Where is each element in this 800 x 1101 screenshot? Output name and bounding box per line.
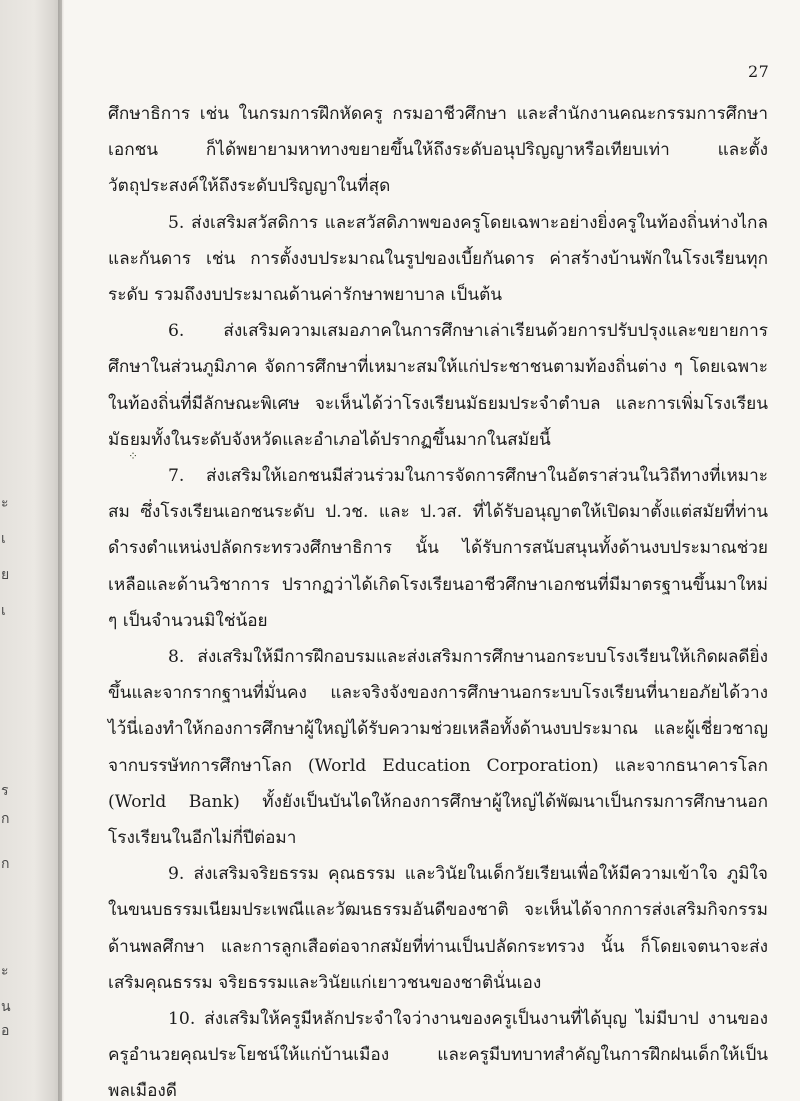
paragraph-item-7: 7. ส่งเสริมให้เอกชนมีส่วนร่วมในการจัดการศึกษาในอัตราส่วนในวิถีทางที่เหมาะสม ซึ่งโรงเรียนเอกชนระดับ ป.วช. และ ป.วส. ที่ได้รับอนุญาตให้เปิดมาตั้งแต่สมัยที่ท่านดำรงตำแหน่งปลัดกระทรวงศึกษาธิการ นั้น ได้รับการสนับสนุนทั้งด้านงบประมาณช่วยเหลือและด้านวิชาการ ปรากฏว่าได้เกิดโรงเรียนอาชีวศึกษาเอกชนที่มีมาตรฐานขึ้นมาใหม่ ๆ เป็นจำนวนมิใช่น้อย — [108, 466, 768, 631]
margin-fragment: ร — [1, 783, 9, 799]
margin-fragment: เ — [1, 603, 6, 619]
margin-fragment: เ — [1, 531, 6, 547]
page-body — [108, 96, 768, 1101]
paragraph-item-8: 8. ส่งเสริมให้มีการฝึกอบรมและส่งเสริมการศึกษานอกระบบโรงเรียนให้เกิดผลดียิ่งขึ้นและจากรากฐานที่มั่นคง และจริงจังของการศึกษานอกระบบโรงเรียนที่นายอภัยได้วางไว้นี่เองทำให้กองการศึกษาผู้ใหญ่ได้รับความช่วยเหลือทั้งด้านงบประมาณ และผู้เชี่ยวชาญจากบรรษัทการศึกษาโลก (World Education Corporation) และจากธนาคารโลก (World Bank) ทั้งยังเป็นบันไดให้กองการศึกษาผู้ใหญ่ได้พัฒนาเป็นกรมการศึกษานอกโรงเรียนในอีกไม่กี่ปีต่อมา — [108, 647, 768, 849]
margin-fragment: น — [1, 999, 11, 1015]
margin-fragment: อ — [1, 1023, 10, 1039]
ink-blot: ⁘ — [128, 449, 139, 463]
margin-fragment: ก — [1, 856, 10, 872]
document-page — [64, 0, 800, 1101]
margin-fragment: ก — [1, 811, 10, 827]
facing-page-edge — [0, 0, 62, 1101]
paragraph-continuation: ศึกษาธิการ เช่น ในกรมการฝึกหัดครู กรมอาชีวศึกษา และสำนักงานคณะกรรมการศึกษาเอกชน ก็ได้พยายามหาทางขยายขึ้นให้ถึงระดับอนุปริญญาหรือเทียบเท่า และตั้งวัตถุประสงค์ให้ถึงระดับปริญญาในที่สุด — [108, 104, 768, 197]
margin-fragment: ะ — [1, 495, 9, 511]
paragraph-item-10: 10. ส่งเสริมให้ครูมีหลักประจำใจว่างานของครูเป็นงานที่ได้บุญ ไม่มีบาป งานของครูอำนวยคุณประโยชน์ให้แก่บ้านเมือง และครูมีบทบาทสำคัญในการฝึกฝนเด็กให้เป็นพลเมืองดี — [108, 1009, 768, 1101]
margin-fragment: ย — [1, 567, 10, 583]
margin-fragment: ะ — [1, 963, 9, 979]
page-number: 27 — [748, 62, 770, 81]
paragraph-item-6: 6. ส่งเสริมความเสมอภาคในการศึกษาเล่าเรียนด้วยการปรับปรุงและขยายการศึกษาในส่วนภูมิภาค จัดการศึกษาที่เหมาะสมให้แก่ประชาชนตามท้องถิ่นต่าง ๆ โดยเฉพาะในท้องถิ่นที่มีลักษณะพิเศษ จะเห็นได้ว่าโรงเรียนมัธยมประจำตำบล และการเพิ่มโรงเรียนมัธยมทั้งในระดับจังหวัดและอำเภอได้ปรากฏขึ้นมากในสมัยนี้ — [108, 321, 768, 450]
paragraph-item-5: 5. ส่งเสริมสวัสดิการ และสวัสดิภาพของครูโดยเฉพาะอย่างยิ่งครูในท้องถิ่นห่างไกลและกันดาร เช่น การตั้งงบประมาณในรูปของเบี้ยกันดาร ค่าสร้างบ้านพักในโรงเรียนทุกระดับ รวมถึงงบประมาณด้านค่ารักษาพยาบาล เป็นต้น — [108, 212, 768, 306]
paragraph-item-9: 9. ส่งเสริมจริยธรรม คุณธรรม และวินัยในเด็กวัยเรียนเพื่อให้มีความเข้าใจ ภูมิใจในขนบธรรมเนียมประเพณีและวัฒนธรรมอันดีของชาติ จะเห็นได้จากการส่งเสริมกิจกรรมด้านพลศึกษา และการลูกเสือต่อจากสมัยที่ท่านเป็นปลัดกระทรวง นั้น ก็โดยเจตนาจะส่งเสริมคุณธรรม จริยธรรมและวินัยแก่เยาวชนของชาตินั่นเอง — [108, 864, 768, 993]
